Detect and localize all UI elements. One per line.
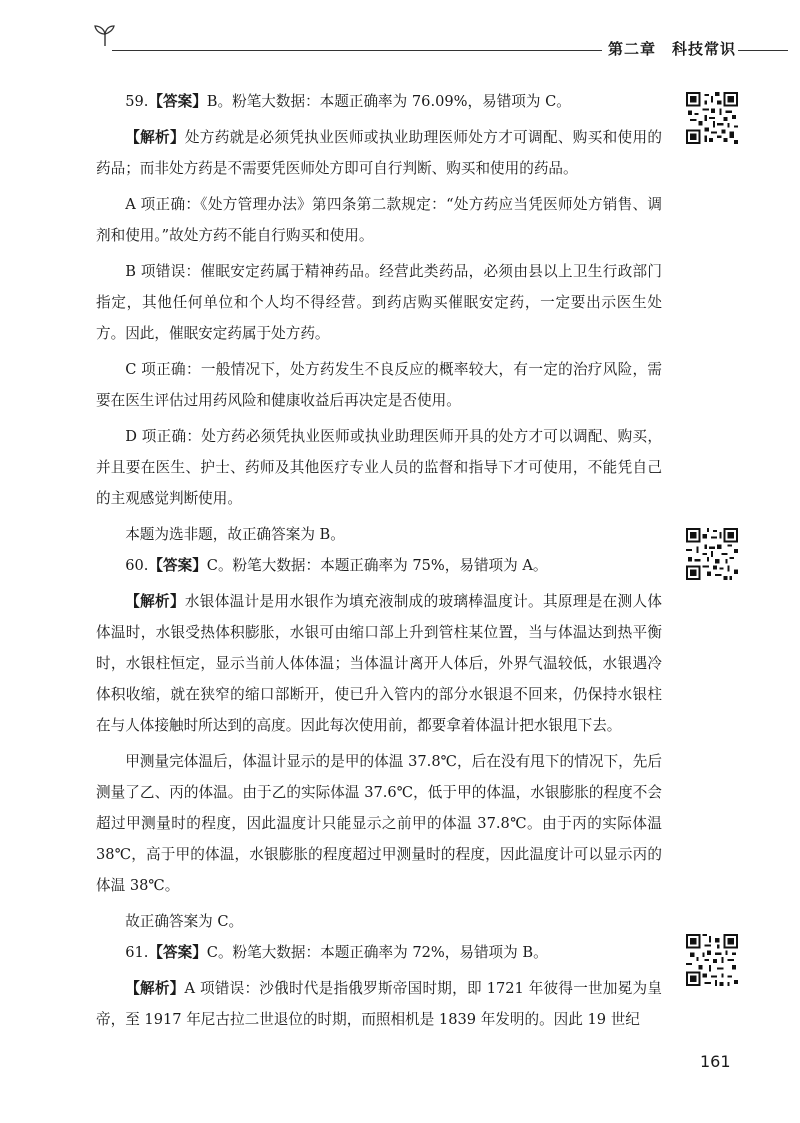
chapter-number: 第二章 [608,40,657,58]
q59-analysis: 【解析】处方药就是必须凭执业医师或执业助理医师处方才可调配、购买和使用的药品；而非处方药是不需要凭医师处方即可自行判断、购买和使用的药品。 [96,129,662,177]
header-divider-right [738,50,788,51]
q61-analysis: 【解析】A 项错误：沙俄时代是指俄罗斯帝国时期，即 1721 年彼得一世加冕为皇帝，至 1917 年尼古拉二世退位的时期，而照相机是 1839 年发明的。因此 19 世纪 [96,980,662,1028]
q60-analysis: 【解析】水银体温计是用水银作为填充液制成的玻璃棒温度计。其原理是在测人体体温时，水银受热体积膨胀，水银可由缩口部上升到管柱某位置，当与体温达到热平衡时，水银柱恒定，显示当前人体体温；当体温计离开人体后，外界气温较低，水银遇冷体积收缩，就在狭窄的缩口部断开，使已升入管内的部分水银退不回来，仍保持水银柱在与人体接触时所达到的高度。因此每次使用前，都要拿着体温计把水银甩下去。 [96,593,662,734]
q59-conclusion: 本题为选非题，故正确答案为 B。 [125,526,345,543]
q59-option-a: A 项正确：《处方管理办法》第四条第二款规定：“处方药应当凭医师处方销售、调剂和使用。”故处方药不能自行购买和使用。 [96,196,662,244]
qr-code-q60[interactable] [686,528,738,580]
q59-option-d: D 项正确：处方药必须凭执业医师或执业助理医师开具的处方才可以调配、购买，并且要在医生、护士、药师及其他医疗专业人员的监督和指导下才可使用，不能凭自己的主观感觉判断使用。 [96,428,662,507]
sprout-logo-icon [92,22,118,48]
q60-conclusion: 故正确答案为 C。 [125,913,244,930]
qr-code-q61[interactable] [686,934,738,986]
q59-option-b: B 项错误：催眠安定药属于精神药品。经营此类药品，必须由县以上卫生行政部门指定，其他任何单位和个人均不得经营。到药店购买催眠安定药，一定要出示医生处方。因此，催眠安定药属于处方药。 [96,263,662,342]
q61-answer-line: 61.【答案】C。粉笔大数据：本题正确率为 72%，易错项为 B。 [125,944,548,961]
q60-answer-line: 60.【答案】C。粉笔大数据：本题正确率为 75%，易错项为 A。 [125,557,548,574]
q59-answer-line: 59.【答案】B。粉笔大数据：本题正确率为 76.09%，易错项为 C。 [125,93,571,110]
q60-paragraph-2: 甲测量完体温后，体温计显示的是甲的体温 37.8℃，后在没有甩下的情况下，先后测量了乙、丙的体温。由于乙的实际体温 37.6℃，低于甲的体温，水银膨胀的程度不会超过甲测量时的程度，因此温度计只能显示之前甲的体温 37.8℃。由于丙的实际体温 38℃，高于甲的体温，水银膨胀的程度超过甲测量时的程度，因此温度计可以显示丙的体温 38℃。 [96,753,662,894]
header-divider-left [112,50,602,51]
q59-option-c: C 项正确：一般情况下，处方药发生不良反应的概率较大，有一定的治疗风险，需要在医生评估过用药风险和健康收益后再决定是否使用。 [96,361,662,409]
chapter-heading [608,38,736,59]
page-body [96,86,662,1035]
page-number: 161 [700,1052,731,1071]
qr-code-q59[interactable] [686,92,738,144]
chapter-title: 科技常识 [672,40,737,58]
